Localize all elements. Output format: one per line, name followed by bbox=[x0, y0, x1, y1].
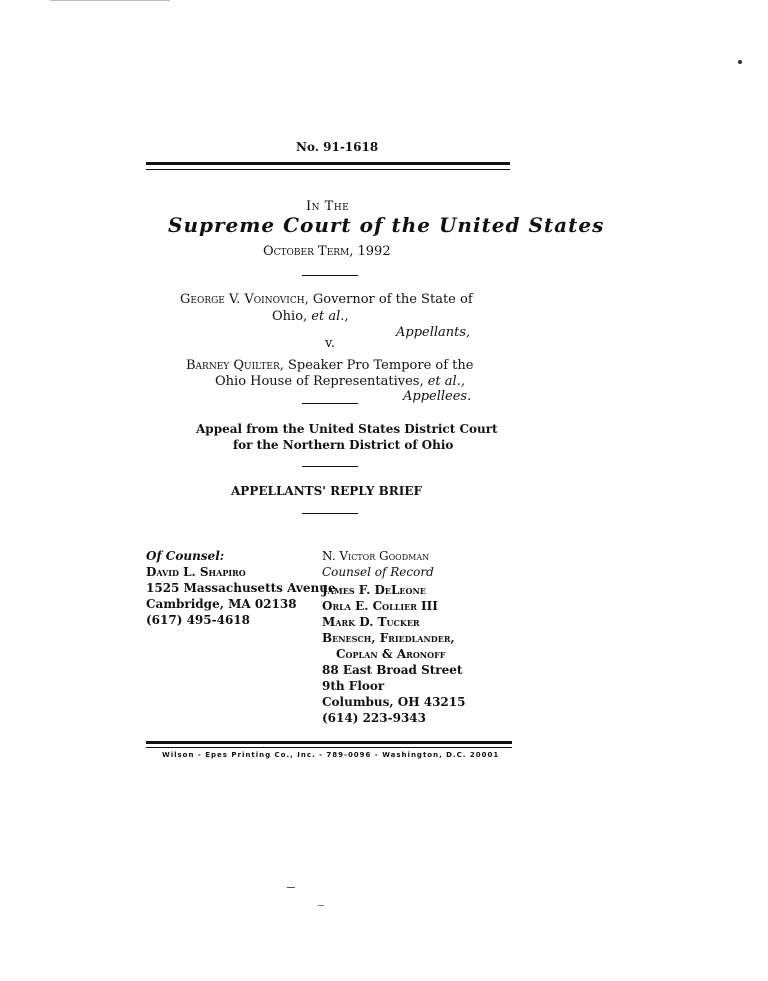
scan-speck bbox=[738, 60, 742, 64]
firm-address-2: 9th Floor bbox=[322, 679, 385, 693]
divider-rule bbox=[302, 513, 358, 514]
in-the-label: In The bbox=[306, 199, 350, 214]
counsel-of-record-title: Counsel of Record bbox=[322, 565, 434, 579]
versus-label: v. bbox=[325, 336, 335, 351]
of-counsel-heading: Of Counsel: bbox=[146, 549, 225, 563]
firm-phone: (614) 223-9343 bbox=[322, 711, 427, 725]
attorney-1: James F. DeLeone bbox=[322, 583, 426, 597]
appellee-line-1 bbox=[186, 357, 473, 374]
divider-rule bbox=[302, 403, 358, 404]
court-name: Supreme Court of the United States bbox=[168, 213, 605, 237]
divider-rule bbox=[302, 466, 358, 467]
counsel-of-record-block bbox=[322, 548, 465, 726]
appellant-state: Ohio, bbox=[272, 309, 312, 324]
scan-speck bbox=[318, 905, 324, 906]
counsel-of-record-name: N. Victor Goodman bbox=[322, 549, 430, 563]
appellee-et-al: et al., bbox=[427, 374, 465, 389]
brief-title: APPELLANTS' REPLY BRIEF bbox=[231, 484, 423, 498]
attorney-2: Orla E. Collier III bbox=[322, 599, 438, 613]
appeal-line-2: for the Northern District of Ohio bbox=[233, 438, 454, 452]
docket-number: No. 91-1618 bbox=[296, 140, 379, 154]
appellant-description: , Governor of the State of bbox=[304, 292, 473, 307]
appellant-et-al: et al., bbox=[311, 309, 349, 324]
firm-address-3: Columbus, OH 43215 bbox=[322, 695, 466, 709]
divider-rule bbox=[302, 275, 358, 276]
footer-rule-thin bbox=[146, 747, 512, 748]
appellee-name: Barney Quilter bbox=[186, 358, 280, 373]
attorney-3: Mark D. Tucker bbox=[322, 615, 420, 629]
appellant-line-1 bbox=[180, 291, 473, 308]
appellee-house: Ohio House of Representatives, bbox=[215, 374, 428, 389]
appeal-line-1: Appeal from the United States District Court bbox=[196, 422, 498, 436]
appellant-line-2 bbox=[272, 308, 349, 325]
of-counsel-address-2: Cambridge, MA 02138 bbox=[146, 597, 297, 611]
of-counsel-block bbox=[146, 548, 336, 628]
of-counsel-name: David L. Shapiro bbox=[146, 565, 246, 579]
top-rule-thick bbox=[146, 162, 510, 165]
appellees-label: Appellees. bbox=[403, 389, 472, 404]
printer-imprint: Wilson - Epes Printing Co., Inc. - 789-0096 - Washington, D.C. 20001 bbox=[162, 751, 500, 759]
firm-name-1: Benesch, Friedlander, bbox=[322, 631, 455, 645]
appellee-description: , Speaker Pro Tempore of the bbox=[279, 358, 474, 373]
appellant-name: George V. Voinovich bbox=[180, 292, 305, 307]
scan-artifact-line bbox=[50, 0, 170, 1]
of-counsel-phone: (617) 495-4618 bbox=[146, 613, 251, 627]
footer-rule-thick bbox=[146, 741, 512, 744]
court-term: October Term, 1992 bbox=[263, 244, 391, 259]
scan-speck bbox=[287, 887, 295, 888]
firm-name-2: Coplan & Aronoff bbox=[336, 647, 446, 661]
appellants-label: Appellants, bbox=[396, 325, 471, 340]
of-counsel-address-1: 1525 Massachusetts Avenue bbox=[146, 581, 336, 595]
top-rule-thin bbox=[146, 169, 510, 170]
firm-address-1: 88 East Broad Street bbox=[322, 663, 463, 677]
